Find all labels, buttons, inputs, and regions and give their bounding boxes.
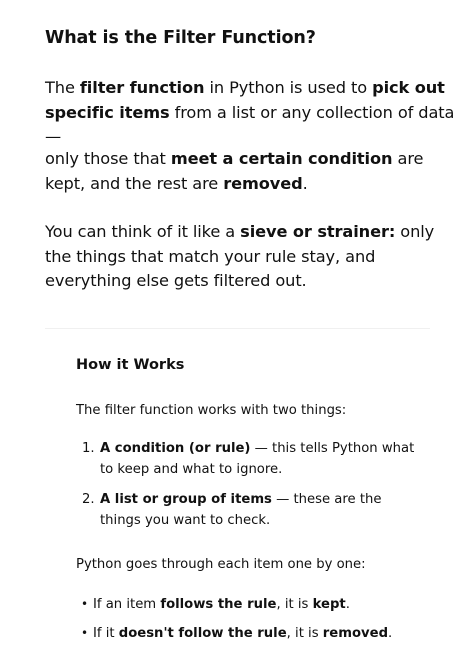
- bold-text: removed: [322, 626, 389, 641]
- list-item: [76, 489, 416, 531]
- bullet-icon: •: [81, 626, 89, 640]
- text-run: You can think of it like a: [45, 222, 241, 241]
- paragraph-analogy: [45, 220, 465, 294]
- bullet-icon: •: [81, 597, 89, 611]
- text-run: only those that: [45, 149, 171, 168]
- text-run: .: [388, 626, 393, 641]
- text-run: — this tells Python what to keep and what to ignore.: [100, 441, 415, 477]
- text-run: are kept, and the rest are: [45, 149, 424, 193]
- bullet-item: [76, 623, 416, 644]
- text-run: from a list or any collection of data —: [45, 102, 455, 146]
- text-run: .: [302, 173, 308, 193]
- bullet-item: [76, 594, 416, 615]
- text-run: If it: [93, 626, 119, 641]
- bold-text: filter function: [79, 78, 205, 97]
- text-run: only the things that match your rule stay, and everything else gets filtered out.: [45, 222, 435, 290]
- bold-text: meet a certain condition: [170, 149, 393, 168]
- bold-text: pick out specific items: [45, 78, 445, 122]
- list-item: [76, 438, 416, 480]
- bold-text: removed: [223, 173, 303, 193]
- section-heading: How it Works: [76, 357, 185, 373]
- text-run: in Python is used to: [204, 78, 373, 97]
- bold-text: A condition (or rule): [100, 441, 251, 456]
- section-divider: [45, 328, 430, 329]
- list-number: 2.: [82, 492, 95, 507]
- text-run: , it is: [276, 597, 313, 612]
- numbered-list: [76, 438, 416, 540]
- text-run: The: [45, 78, 80, 97]
- bold-text: follows the rule: [160, 597, 277, 612]
- bold-text: kept: [312, 597, 346, 612]
- paragraph-definition: [45, 76, 465, 150]
- bold-text: sieve or strainer:: [240, 222, 396, 241]
- paragraph-condition: [45, 147, 465, 196]
- bold-text: A list or group of items: [100, 492, 272, 507]
- section-intro-2: Python goes through each item one by one:: [76, 557, 366, 572]
- bullet-list: [76, 594, 416, 652]
- list-number: 1.: [82, 441, 95, 456]
- text-run: , it is: [286, 626, 323, 641]
- text-run: If an item: [93, 597, 161, 612]
- section-intro: The filter function works with two things:: [76, 403, 347, 418]
- bold-text: doesn't follow the rule: [118, 626, 287, 641]
- text-run: .: [345, 597, 350, 612]
- text-run: — these are the things you want to check.: [100, 492, 382, 528]
- page-title: What is the Filter Function?: [45, 28, 316, 48]
